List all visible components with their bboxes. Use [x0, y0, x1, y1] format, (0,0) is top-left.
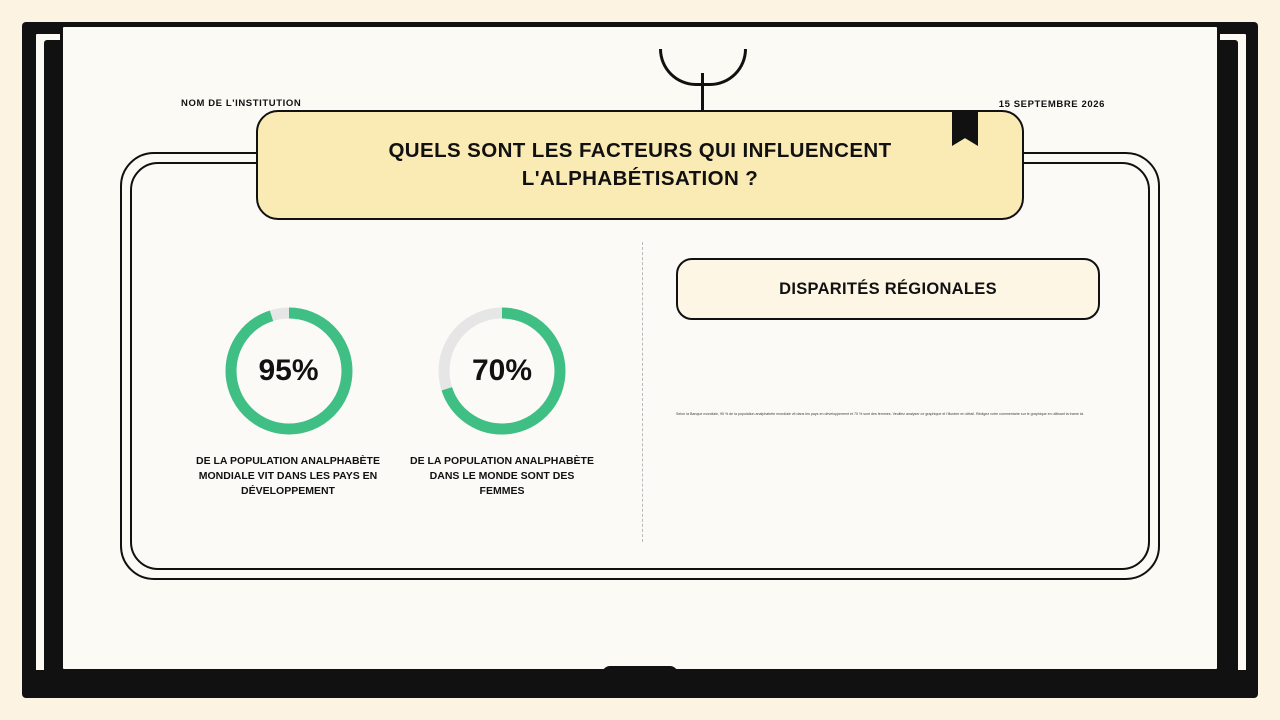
regional-disparities-card	[676, 258, 1100, 320]
donut-chart-1	[222, 304, 356, 438]
stat-caption-2: DE LA POPULATION ANALPHABÈTE DANS LE MONDE SONT DES FEMMES	[410, 455, 594, 498]
slide-date: 15 SEPTEMBRE 2026	[998, 99, 1105, 110]
stat-value-1: 95%	[258, 354, 319, 387]
institution-label: NOM DE L'INSTITUTION	[181, 98, 302, 109]
stat-block-1	[194, 304, 383, 500]
page-title: QUELS SONT LES FACTEURS QUI INFLUENCENT L'ALPHABÉTISATION ?	[388, 139, 892, 190]
stat-value-2: 70%	[471, 354, 533, 387]
content-frame-inner	[130, 162, 1150, 570]
slide-title-card	[256, 110, 1024, 220]
regional-disparities-heading: DISPARITÉS RÉGIONALES	[779, 279, 997, 298]
book-spine-line	[701, 73, 704, 113]
stat-caption-1: DE LA POPULATION ANALPHABÈTE MONDIALE VIT DANS LES PAYS EN DÉVELOPPEMENT	[196, 455, 380, 498]
stat-block-2	[407, 304, 597, 500]
book-base-notch	[602, 666, 678, 692]
vertical-divider	[642, 242, 643, 542]
regional-disparities-note: Selon la Banque mondiale, 95 % de la population analphabète mondiale vit dans les pays en développement et 70 % sont des femmes. Veuillez analyser ce graphique et l'illustrer en détail. Rédigez votre commentaire sur le graphique en utilisant la trame ici.	[676, 412, 1085, 416]
donut-chart-2	[435, 304, 569, 438]
